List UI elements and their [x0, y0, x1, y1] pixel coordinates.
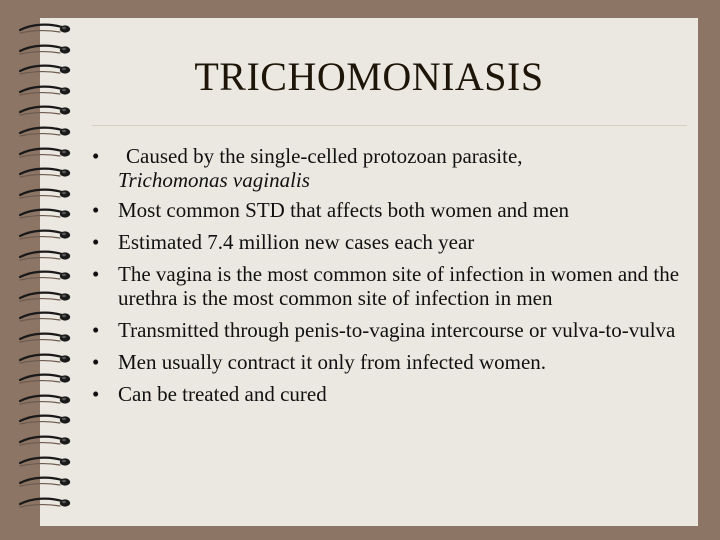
spiral-ring	[18, 475, 74, 489]
bullet-marker: •	[92, 144, 100, 168]
spiral-ring	[18, 352, 74, 366]
spiral-ring	[18, 413, 74, 427]
bullet-italic-text: Trichomonas vaginalis	[118, 168, 310, 192]
spiral-ring	[18, 434, 74, 448]
bullet-text: Most common STD that affects both women and men	[118, 198, 570, 222]
spiral-ring	[18, 331, 74, 345]
bullet-text: Caused by the single-celled protozoan parasite,	[126, 144, 523, 168]
bullet-item	[92, 144, 692, 192]
bullet-text: Transmitted through penis-to-vagina intercourse or vulva-to-vulva	[118, 318, 676, 342]
spiral-ring	[18, 372, 74, 386]
spiral-ring	[18, 269, 74, 283]
bullet-marker: •	[92, 318, 100, 342]
bullet-item	[92, 198, 692, 222]
bullet-marker: •	[92, 262, 100, 286]
spiral-ring	[18, 393, 74, 407]
spiral-ring	[18, 125, 74, 139]
title-divider	[92, 125, 687, 126]
spiral-ring	[18, 290, 74, 304]
spiral-ring	[18, 249, 74, 263]
spiral-ring	[18, 22, 74, 36]
slide-title: TRICHOMONIASIS	[194, 54, 544, 99]
spiral-ring	[18, 207, 74, 221]
spiral-ring	[18, 187, 74, 201]
spiral-ring	[18, 496, 74, 510]
bullet-item	[92, 350, 692, 374]
bullet-marker: •	[92, 350, 100, 374]
bullet-item	[92, 318, 692, 342]
bullet-marker: •	[92, 382, 100, 406]
spiral-ring	[18, 146, 74, 160]
bullet-item	[92, 382, 692, 406]
bullet-text: Men usually contract it only from infected women.	[118, 350, 547, 374]
bullet-marker: •	[92, 230, 100, 254]
spiral-ring	[18, 166, 74, 180]
spiral-ring	[18, 104, 74, 118]
bullet-item	[92, 262, 692, 310]
bullet-marker: •	[92, 198, 100, 222]
bullet-text: Can be treated and cured	[118, 382, 327, 406]
bullet-list	[92, 144, 692, 414]
bullet-item	[92, 230, 692, 254]
bullet-text: Estimated 7.4 million new cases each year	[118, 230, 475, 254]
bullet-text: The vagina is the most common site of infection in women and the urethra is the most common site of infection in men	[118, 262, 680, 310]
spiral-ring	[18, 455, 74, 469]
spiral-ring	[18, 310, 74, 324]
spiral-ring	[18, 228, 74, 242]
